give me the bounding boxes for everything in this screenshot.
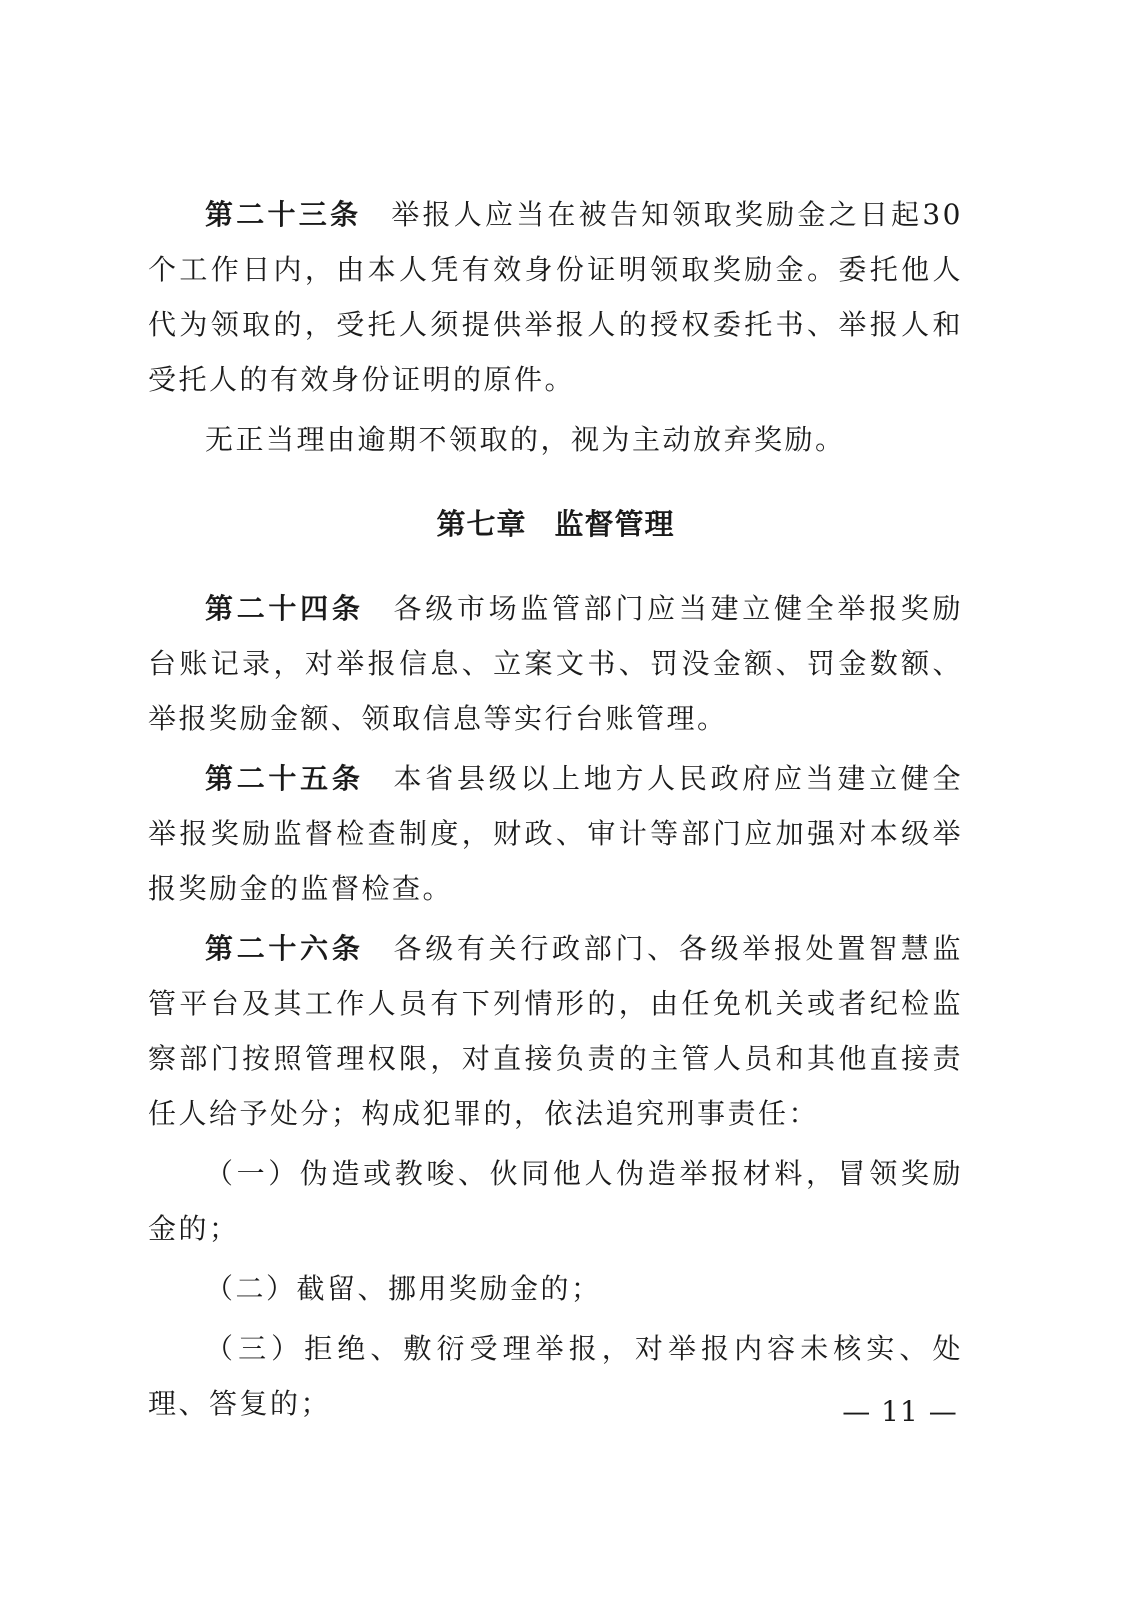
chapter-title: 监督管理: [554, 507, 675, 541]
article-23-number: 第二十三条: [205, 198, 362, 231]
article-23-text: 举报人应当在被告知领取奖励金之日起30个工作日内，由本人凭有效身份证明领取奖励金。委托他人代为领取的，受托人须提供举报人的授权委托书、举报人和受托人的有效身份证明的原件。: [148, 198, 963, 396]
article-24-text: 各级市场监管部门应当建立健全举报奖励台账记录，对举报信息、立案文书、罚没金额、罚金数额、举报奖励金额、领取信息等实行台账管理。: [148, 592, 963, 735]
article-23-paragraph-2: 无正当理由逾期不领取的，视为主动放弃奖励。: [205, 423, 846, 456]
article-26-item-1: （一）伪造或教唆、伙同他人伪造举报材料，冒领奖励金的；: [148, 1157, 963, 1245]
article-25-paragraph: [148, 751, 963, 916]
article-26-paragraph: [148, 921, 963, 1141]
article-26-item-3: （三）拒绝、敷衍受理举报，对举报内容未核实、处理、答复的；: [148, 1332, 963, 1420]
chapter-number: 第七章: [436, 507, 527, 541]
article-26-number: 第二十六条: [205, 932, 364, 965]
article-25-text: 本省县级以上地方人民政府应当建立健全举报奖励监督检查制度，财政、审计等部门应加强对本级举报奖励金的监督检查。: [148, 762, 963, 905]
article-24-number: 第二十四条: [205, 592, 364, 625]
document-body: [148, 187, 963, 1431]
article-26-text: 各级有关行政部门、各级举报处置智慧监管平台及其工作人员有下列情形的，由任免机关或者纪检监察部门按照管理权限，对直接负责的主管人员和其他直接责任人给予处分；构成犯罪的，依法追究刑事责任：: [148, 932, 963, 1130]
article-25-number: 第二十五条: [205, 762, 364, 795]
page-number: — 11 —: [842, 1395, 958, 1428]
chapter-heading: [148, 497, 963, 552]
article-23-paragraph: [148, 187, 963, 407]
article-26-item-2: （二）截留、挪用奖励金的；: [205, 1272, 602, 1305]
article-24-paragraph: [148, 581, 963, 746]
